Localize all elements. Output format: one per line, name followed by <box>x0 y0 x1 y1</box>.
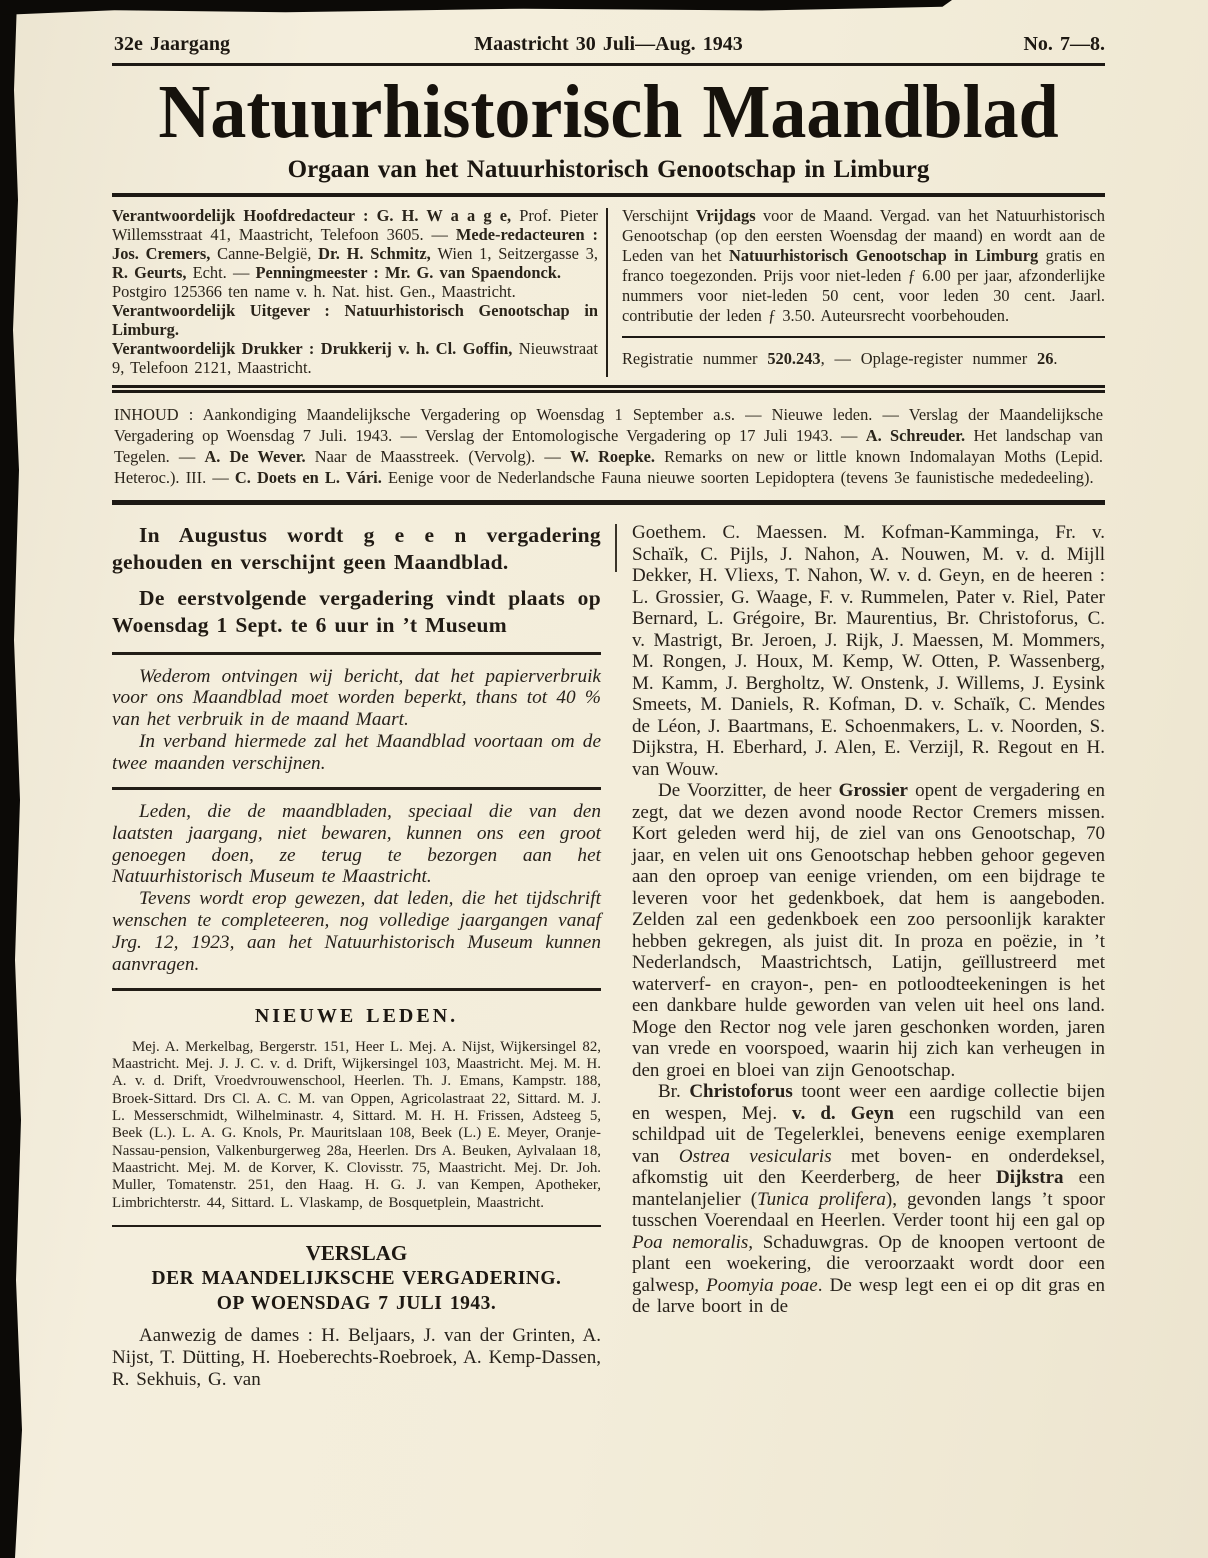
announcement-august: In Augustus wordt g e e n vergadering gehouden en verschijnt geen Maandblad. <box>112 523 601 574</box>
horizontal-rule <box>112 385 1105 393</box>
colophon-editors: Verantwoordelijk Hoofdredacteur : G. H. W a a g e, Prof. Pieter Willemsstraat 41, Maastricht, Telefoon 3605. — Mede-redacteuren : Jos. Cremers, Canne-België, Dr. H. Schmitz, Wien 1, Seitzergasse 3, R. Geurts, Echt. — Penningmeester : Mr. G. van Spaendonck. <box>112 206 598 282</box>
colophon <box>112 197 1105 385</box>
notice-paragraph: Wederom ontvingen wij bericht, dat het papierverbruik voor ons Maandblad moet worden beperkt, thans tot 40 % van het verbruik in de maand Maart. <box>112 665 601 731</box>
horizontal-rule <box>112 1225 601 1228</box>
right-column <box>632 522 1105 1391</box>
report-heading-line: VERSLAG <box>305 1241 408 1266</box>
horizontal-rule <box>112 500 1105 505</box>
notice-paragraph: Leden, die de maandbladen, speciaal die van den laatsten jaargang, niet bewaren, kunnen ons een groot genoegen doen, ze terug te bezorgen aan het Natuurhistorisch Museum te Maastricht. <box>112 800 601 888</box>
issue-volume: 32e Jaargang <box>114 33 230 55</box>
exhibits-paragraph: Br. Christoforus toont weer een aardige collectie bijen en wespen, Mej. v. d. Geyn een rugschild van een schildpad uit de Tegelerklei, benevens eenige exemplaren van Ostrea vesicularis met boven- en onderdeksel, afkomstig uit den Keerderberg, de heer Dijkstra een mantelanjelier (Tunica prolifera), gevonden langs ’t spoor tusschen Voerendaal en Heerlen. Verder toont hij een gal op Poa nemoralis, Schaduwgras. Op de knoopen vertoont de plant een woekering, die veroorzaakt wordt door een galwesp, Poomyia poae. De wesp legt een ei op dit gras en de larve boort in de <box>632 1081 1106 1317</box>
colophon-left-column <box>112 206 598 377</box>
new-members-list: Mej. A. Merkelbag, Bergerstr. 151, Heer L. Mej. A. Nijst, Wijkersingel 82, Maastricht. Mej. J. J. C. v. d. Drift, Wijkersingel 103, Maastricht. Mej. M. H. A. v. d. Drift, Vroedvrouwenschool, Heerlen. Th. J. Emans, Kampstr. 188, Broek-Sittard. Drs Cl. A. C. M. van Oppen, Agricolastraat 22, Sittard. M. J. L. Messerschmidt, Wilhelminastr. 4, Sittard. M. H. H. Frissen, Adsteeg 5, Beek (L.). L. A. G. Knols, Pr. Mauritslaan 108, Beek (L.) E. Meyer, Oranje-Nassau-pension, Valkenburgerweg 28a, Heerlen. Drs A. Beuken, Aylvalaan 18, Maastricht. Mej. M. de Korver, K. Clovisstr. 75, Maastricht. Mej. Dr. Joh. Muller, Tomatenstr. 251, den Haag. H. G. J. van Kempen, Apotheker, Limbrichterstr. 44, Sittard. L. Vlaskamp, de Bosquetplein, Maastricht. <box>112 1038 601 1211</box>
horizontal-rule <box>112 63 1105 66</box>
attendees-continued: Goethem. C. Maessen. M. Kofman-Kamminga, Fr. v. Schaïk, C. Pijls, J. Nahon, A. Nouwen, M. v. d. Mijll Dekker, H. Vliexs, T. Nahon, W. v. d. Geyn, en de heeren : L. Grossier, G. Waage, F. v. Rummelen, Pater v. Riel, Pater Bernard, L. Grégoire, Br. Maurentius, Br. Christoforus, C. v. Mastrigt, Br. Jeroen, J. Rijk, J. Maessen, M. Mommers, M. Rongen, J. Houx, M. Kemp, W. Otten, P. Wassenberg, M. Kamm, J. Bergholtz, W. Onstenk, J. Willems, J. Eysink Smeets, M. Daniels, R. Kofman, D. v. Schaïk, C. Mendes de Léon, J. Baartmans, E. Schoenmakers, L. v. Noorden, S. Dijkstra, H. Eberhard, J. Alen, E. Verzijl, R. Regout en H. van Wouw. <box>632 522 1105 780</box>
horizontal-rule <box>112 988 601 991</box>
page-content <box>112 0 1105 1391</box>
issue-number: No. 7—8. <box>1023 33 1105 55</box>
notice-paragraph: Tevens wordt erop gewezen, dat leden, die het tijdschrift wenschen te completeeren, nog volledige jaargangen vanaf Jrg. 12, 1923, aan het Natuurhistorisch Museum kunnen aanvragen. <box>112 888 601 975</box>
body-columns <box>112 522 1105 1391</box>
colophon-right-column <box>618 206 1105 377</box>
left-column <box>112 522 601 1391</box>
chairman-paragraph: De Voorzitter, de heer Grossier opent de vergadering en zegt, dat we dezen avond noode Rector Cremers missen. Kort geleden werd hij, de ziel van ons Genootschap, 70 jaar, en velen uit ons Genootschap hebben gehoor gegeven aan den oproep van eenige vrienden, om een bijdrage te leveren voor het gedenkboek, dat hem is aangeboden. Zelden zal een gedenkboek een zoo persoonlijk karakter hebben gekregen, als juist dit. In proza en poëzie, in ’t Nederlandsch, Maastrichtsch, Latijn, geïllustreerd met waterverf- en crayon-, pen- en potloodteekeningen is het een dankbare hulde geworden van velen uit heel ons land. Moge den Rector nog vele jaren geschonken worden, jaren van vrede en voorspoed, waarin hij zich kan verheugen in den groei en bloei van zijn Genootschap. <box>632 780 1105 1081</box>
column-gutter <box>601 522 632 1391</box>
column-divider <box>606 208 608 377</box>
colophon-printer: Verantwoordelijk Drukker : Drukkerij v. h. Cl. Goffin, Nieuwstraat 9, Telefoon 2121, Maastricht. <box>112 339 598 377</box>
colophon-registration: Registratie nummer 520.243, — Oplage-register nummer 26. <box>622 349 1058 368</box>
issue-place-date: Maastricht 30 Juli—Aug. 1943 <box>474 33 743 55</box>
masthead-title: Natuurhistorisch Maandblad <box>158 68 1059 154</box>
notice-paragraph: In verband hiermede zal het Maandblad voortaan om de twee maanden verschijnen. <box>112 730 601 774</box>
horizontal-rule <box>112 652 601 655</box>
horizontal-rule <box>622 336 1105 338</box>
column-divider <box>615 524 617 572</box>
return-issues-notice <box>112 801 601 975</box>
report-heading-line: DER MAANDELIJKSCHE VERGADERING. <box>151 1268 562 1290</box>
colophon-subscription: Verschijnt Vrijdags voor de Maand. Vergad. van het Natuurhistorisch Genootschap (op den eersten Woensdag der maand) en wordt aan de Leden van het Natuurhistorisch Genootschap in Limburg gratis en franco toegezonden. Prijs voor niet-leden ƒ 6.00 per jaar, afzonderlijke nummers voor niet-leden 50 cent, voor leden 30 cent. Jaarl. contributie der leden ƒ 3.50. Auteursrecht voorbehouden. <box>622 206 1105 325</box>
colophon-postgiro: Postgiro 125366 ten name v. h. Nat. hist. Gen., Maastricht. <box>112 282 516 301</box>
report-heading <box>112 1240 601 1316</box>
announcement-next-meeting: De eerstvolgende vergadering vindt plaats op Woensdag 1 Sept. te 6 uur in ’t Museum <box>112 586 601 637</box>
announcement-block <box>112 522 601 639</box>
horizontal-rule <box>112 787 601 790</box>
issue-header <box>112 33 1105 59</box>
colophon-publisher: Verantwoordelijk Uitgever : Natuurhistorisch Genootschap in Limburg. <box>112 301 598 339</box>
report-heading-line: OP WOENSDAG 7 JULI 1943. <box>216 1293 497 1315</box>
table-of-contents: INHOUD : Aankondiging Maandelijksche Vergadering op Woensdag 1 September a.s. — Nieuwe leden. — Verslag der Maandelijksche Vergadering op Woensdag 7 Juli. 1943. — Verslag der Entomologische Vergadering op 17 Juli 1943. — A. Schreuder. Het landschap van Tegelen. — A. De Wever. Naar de Maasstreek. (Vervolg). — W. Roepke. Remarks on new or little known Indomalayan Moths (Lepid. Heteroc.). III. — C. Doets en L. Vári. Eenige voor de Nederlandsche Fauna nieuwe soorten Lepidoptera (tevens 3e faunistische mededeeling). <box>114 405 1103 487</box>
masthead-subtitle: Orgaan van het Natuurhistorisch Genootschap in Limburg <box>287 156 930 183</box>
attendees-intro: Aanwezig de dames : H. Beljaars, J. van der Grinten, A. Nijst, T. Dütting, H. Hoeberechts-Roebroek, A. Kemp-Dassen, R. Sekhuis, G. van <box>112 1325 601 1391</box>
paper-restriction-notice <box>112 666 601 775</box>
new-members-heading: NIEUWE LEDEN. <box>254 1004 459 1027</box>
